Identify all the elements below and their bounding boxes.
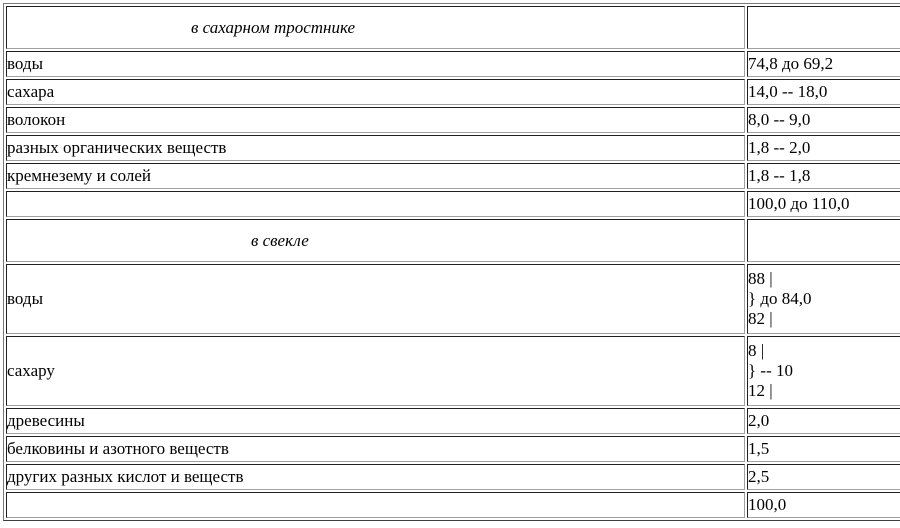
row-label: других разных кислот и веществ (6, 464, 745, 490)
row-label: сахару (6, 336, 745, 406)
row-value: 1,8 -- 2,0 (747, 135, 900, 161)
total-row (6, 191, 900, 217)
row-label: сахара (6, 79, 745, 105)
row-label (6, 492, 745, 518)
value-line: 8 | (748, 341, 765, 360)
row-value: 1,5 (747, 436, 900, 462)
row-value: 14,0 -- 18,0 (747, 79, 900, 105)
row-label: волокон (6, 107, 745, 133)
table-row (6, 107, 900, 133)
value-line: 82 | (748, 309, 773, 328)
table-row (6, 163, 900, 189)
section-heading-value-cell (747, 219, 900, 262)
row-value (747, 264, 900, 334)
row-value: 1,8 -- 1,8 (747, 163, 900, 189)
row-value: 74,8 до 69,2 (747, 51, 900, 77)
row-label: воды (6, 264, 745, 334)
row-value: 2,5 (747, 464, 900, 490)
value-line: 88 | (748, 269, 773, 288)
table-row (6, 135, 900, 161)
row-label (6, 191, 745, 217)
total-value: 100,0 (747, 492, 900, 518)
table-row (6, 436, 900, 462)
row-label: кремнезему и солей (6, 163, 745, 189)
total-value: 100,0 до 110,0 (747, 191, 900, 217)
section-header-row (6, 219, 900, 262)
row-value (747, 336, 900, 406)
table-row (6, 79, 900, 105)
section-header-row (6, 6, 900, 49)
section-heading: в сахарном тростнике (6, 6, 745, 49)
row-label: древесины (6, 408, 745, 434)
value-line: } -- 10 (748, 361, 793, 380)
row-label: белковины и азотного веществ (6, 436, 745, 462)
row-label: разных органических веществ (6, 135, 745, 161)
value-line: 12 | (748, 381, 773, 400)
table-row (6, 336, 900, 406)
table-row (6, 264, 900, 334)
row-value: 2,0 (747, 408, 900, 434)
section-heading: в свекле (6, 219, 745, 262)
composition-table (3, 3, 900, 521)
total-row (6, 492, 900, 518)
table-row (6, 51, 900, 77)
table-row (6, 464, 900, 490)
row-value: 8,0 -- 9,0 (747, 107, 900, 133)
table-row (6, 408, 900, 434)
value-line: } до 84,0 (748, 289, 812, 308)
row-label: воды (6, 51, 745, 77)
section-heading-value-cell (747, 6, 900, 49)
